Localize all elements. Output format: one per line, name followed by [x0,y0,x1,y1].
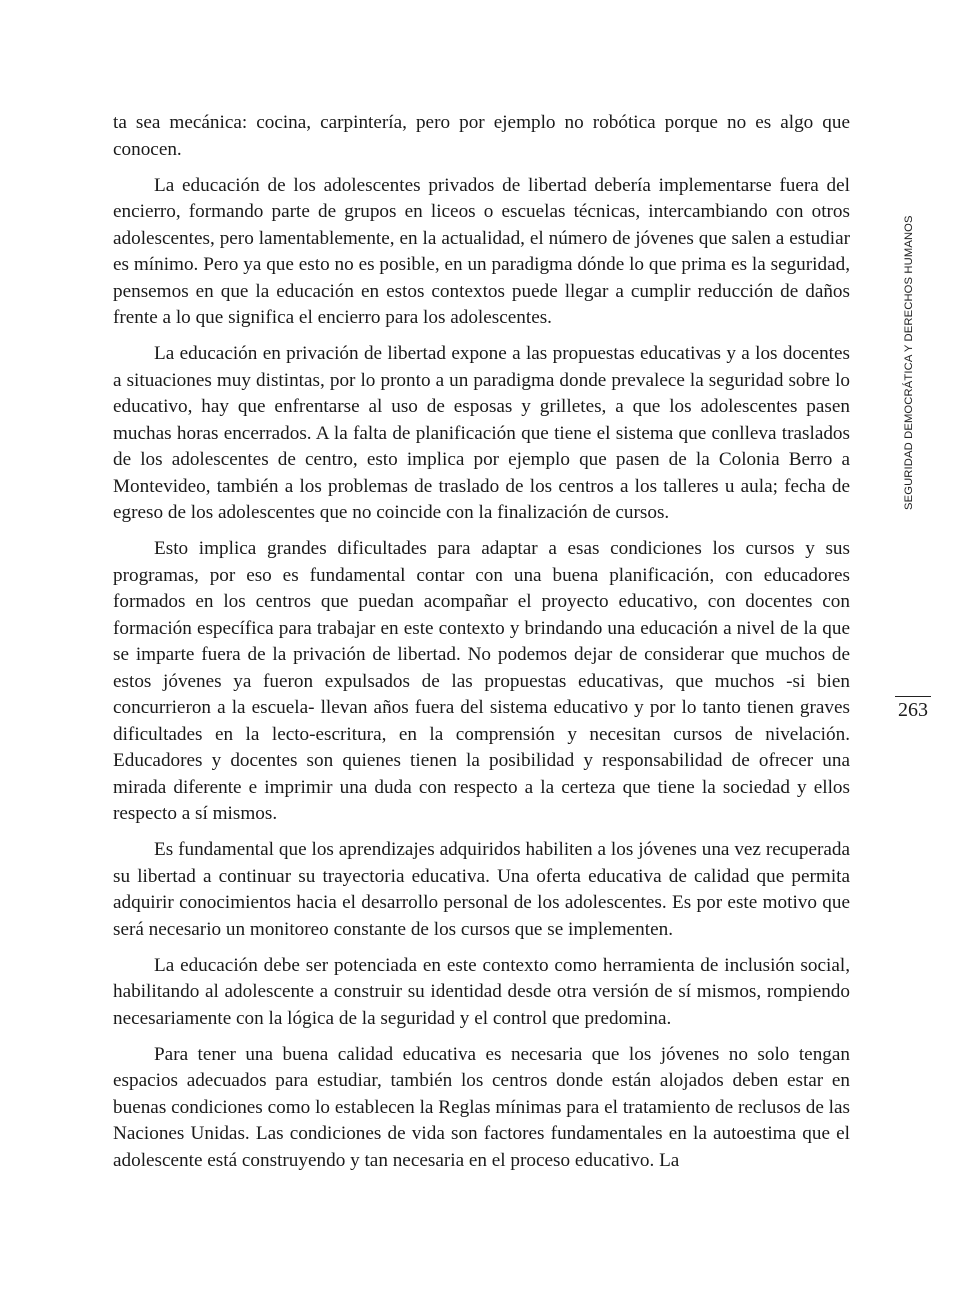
paragraph-6: La educación debe ser potenciada en este contexto como herramienta de inclusión social, habilitando al adolescente a construir su identidad desde otra versión de sí mismos, rompiendo necesariamente con la lógica de la seguridad y el control que predomina. [113,954,850,1029]
paragraph-5: Es fundamental que los aprendizajes adquiridos habiliten a los jóvenes una vez recuperada su libertad a continuar su trayectoria educativa. Una oferta educativa de calidad que permita adquirir conocimientos hacia el desarrollo personal de los adolescentes. Es por este motivo que será necesario un monitoreo constante de los cursos que se implementen. [113,839,850,940]
body-text [113,110,850,1184]
paragraph-4: Esto implica grandes dificultades para adaptar a esas condiciones los cursos y sus programas, por eso es fundamental contar con una buena planificación, con educadores formados en los centros que puedan acompañar el proyecto educativo, con docentes con formación específica para trabajar en este contexto y brindando una educación a nivel de la que se imparte fuera de la privación de libertad. No podemos dejar de considerar que muchos de estos jóvenes ya fueron expulsados de las propuestas educativas, que muchos -si bien concurrieron a la escuela- llevan años fuera del sistema educativo y por lo tanto tienen graves dificultades en la lecto-escritura, en la comprensión y necesitan cursos de nivelación. Educadores y docentes son quienes tienen la posibilidad y responsabilidad de ofrecer una mirada diferente e imprimir una duda con respecto a la certeza que tiene la sociedad y ellos respecto a sí mismos. [113,538,850,824]
running-head: SEGURIDAD DEMOCRÁTICA Y DERECHOS HUMANOS [903,215,915,510]
page-number: 263 [898,699,928,721]
paragraph-3: La educación en privación de libertad expone a las propuestas educativas y a los docentes a situaciones muy distintas, por lo pronto a un paradigma donde prevalece la seguridad sobre lo educativo, hay que enfrentarse al uso de esposas y grilletes, a que los adolescentes pasen muchas horas encerrados. A la falta de planificación que tiene el sistema que conlleva traslados de los adolescentes de centro, esto implica por ejemplo que pasen de la Colonia Berro a Montevideo, también a los problemas de traslado de los centros a los talleres u aula; fecha de egreso de los adolescentes que no coincide con la finalización de cursos. [113,343,850,523]
paragraph-2: La educación de los adolescentes privados de libertad debería implementarse fuera del encierro, formando parte de grupos en liceos o escuelas técnicas, intercambiando con otros adolescentes, pero lamentablemente, en la actualidad, el número de jóvenes que salen a estudiar es mínimo. Pero ya que esto no es posible, en un paradigma dónde lo que prima es la seguridad, pensemos en que la educación en estos contextos puede llegar a cumplir reducción de daños frente a lo que significa el encierro para los adolescentes. [113,174,850,328]
paragraph-7: Para tener una buena calidad educativa es necesaria que los jóvenes no solo tengan espacios adecuados para estudiar, también los centros donde están alojados deben estar en buenas condiciones como lo establecen la Reglas mínimas para el tratamiento de reclusos de las Naciones Unidas. Las condiciones de vida son factores fundamentales en la autoestima que el adolescente está construyendo y tan necesaria en el proceso educativo. La [113,1043,850,1171]
paragraph-1: ta sea mecánica: cocina, carpintería, pero por ejemplo no robótica porque no es algo que conocen. [113,112,850,160]
